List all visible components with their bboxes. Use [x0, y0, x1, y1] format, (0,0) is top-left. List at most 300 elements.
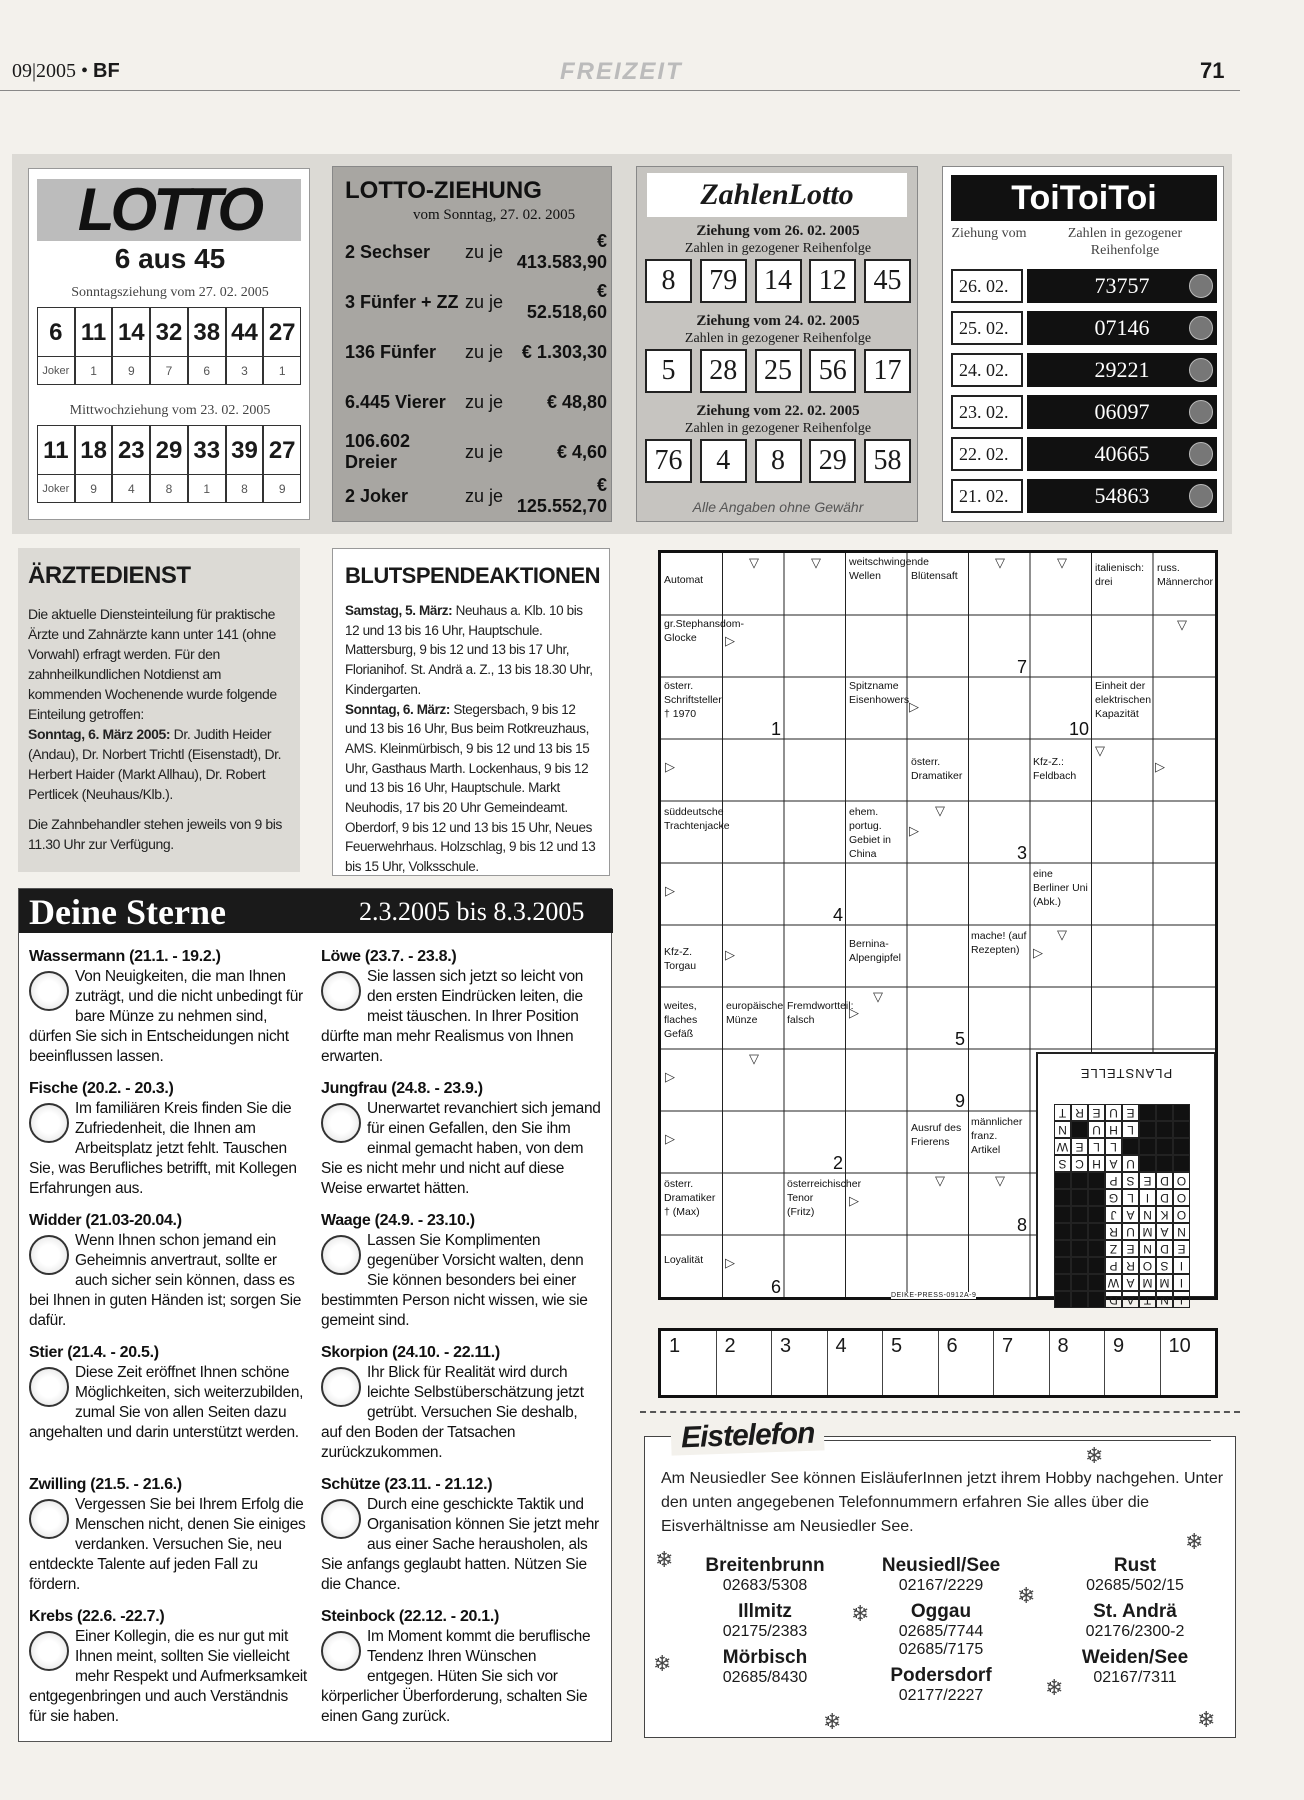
phone-number: 02167/2229 — [898, 1577, 984, 1594]
prize-class: 136 Fünfer — [345, 341, 437, 362]
clue: Spitzname Eisenhowers — [849, 680, 910, 706]
arrow-down-icon: ▽ — [995, 1173, 1005, 1188]
solution-grid-cell: N — [1139, 1206, 1156, 1223]
toi-col-header-date: Ziehung vom — [951, 226, 1027, 241]
solution-grid-cell: E — [1122, 1104, 1139, 1121]
lotto-box — [28, 168, 310, 520]
horoscope-title: Deine Sterne — [29, 892, 226, 932]
eis-intro: Am Neusiedler See können EisläuferInnen jetzt ihrem Hobby nachgehen. Unter den unten angegebenen Telefonnummern erfahren Sie alles über die Eisverhältnisse am Neusiedler See. — [661, 1470, 1224, 1535]
prize-per: zu je — [465, 291, 504, 312]
joker-digit: 3 — [226, 357, 264, 385]
prize-row — [345, 377, 607, 427]
solution-cell[interactable]: 1 — [669, 1335, 681, 1357]
solution-grid-cell: J — [1105, 1206, 1122, 1223]
zodiac-heading: Zwilling (21.5. - 21.6.) — [29, 1476, 182, 1493]
scorpio-icon — [321, 1367, 361, 1407]
solution-grid-cell — [1088, 1257, 1105, 1274]
zodiac-entry — [321, 1079, 601, 1199]
solution-number: 1 — [771, 719, 782, 739]
gemini-icon — [29, 1499, 69, 1539]
solution-grid-cell — [1054, 1189, 1071, 1206]
solution-grid-cell — [1054, 1223, 1071, 1240]
draw1-caption: Sonntagsziehung vom 27. 02. 2005 — [71, 285, 269, 300]
arrow-down-icon: ▽ — [935, 803, 945, 818]
prize-row — [345, 327, 607, 377]
joker-digit: 1 — [188, 475, 226, 503]
place-name: Weiden/See — [1081, 1647, 1189, 1668]
solution-cell[interactable]: 7 — [993, 1331, 1049, 1395]
zodiac-text: Von Neuigkeiten, die man Ihnen zuträgt, und die nicht unbedingt für bare Münze zu nehmen sind, dürfen Sie sich in Entscheidungen nicht beeinflussen lassen. — [29, 968, 303, 1065]
solution-grid-cell: E — [1088, 1104, 1105, 1121]
place-name: Podersdorf — [890, 1665, 992, 1686]
page-number: 71 — [1200, 58, 1225, 83]
solution-cell[interactable]: 5 — [882, 1331, 938, 1395]
clue: österr. Dramatiker — [911, 756, 963, 782]
ziehung-subtitle: vom Sonntag, 27. 02. 2005 — [413, 207, 576, 223]
solution-grid-cell: N — [1054, 1121, 1071, 1138]
zl-number: 8 — [645, 259, 692, 303]
arrow-right-icon: ▷ — [725, 633, 735, 648]
solution-cell[interactable]: 4 — [827, 1331, 883, 1395]
joker-digit: 8 — [226, 475, 264, 503]
solution-grid-cell: U — [1088, 1121, 1105, 1138]
joker-digit: 9 — [75, 475, 113, 503]
lotto-number: 29 — [150, 425, 188, 475]
zahlenlotto-box — [636, 166, 918, 522]
solution-cell[interactable]: 9 — [1104, 1331, 1160, 1395]
solution-cell[interactable]: 10 — [1160, 1331, 1216, 1395]
solution-grid-cell: O — [1173, 1189, 1190, 1206]
clue: eine Berliner Uni (Abk.) — [1033, 868, 1088, 908]
snowflake-icon: ❄ — [1045, 1675, 1064, 1700]
solution-grid-cell: H — [1088, 1155, 1105, 1172]
arrow-right-icon: ▷ — [909, 699, 919, 714]
solution-grid-cell: D — [1156, 1189, 1173, 1206]
snowflake-icon: ❄ — [1197, 1707, 1216, 1732]
clue: russ. Männerchor — [1157, 562, 1214, 588]
zl-number: 25 — [755, 349, 802, 393]
solution-number: 8 — [1017, 1215, 1028, 1235]
solution-grid-cell — [1139, 1138, 1156, 1155]
solution-grid-cell: I — [1173, 1257, 1190, 1274]
solution-grid-cell — [1139, 1104, 1156, 1121]
solution-grid-cell — [1071, 1291, 1088, 1308]
solution-cell[interactable]: 2 — [716, 1331, 772, 1395]
zl-number: 76 — [645, 439, 692, 483]
solution-grid — [1054, 1104, 1190, 1308]
solution-grid-cell — [1122, 1138, 1139, 1155]
place-name: Illmitz — [738, 1601, 792, 1622]
solution-grid-cell — [1071, 1257, 1088, 1274]
prize-amount: € 48,80 — [546, 391, 607, 412]
clue: mache! (auf Rezepten) — [971, 930, 1027, 956]
solution-grid-cell — [1173, 1104, 1190, 1121]
zodiac-text: Einer Kollegin, die es nur gut mit Ihnen meint, sollten Sie vielleicht mehr Respekt und Aufmerksamkeit entgegenbringen und auch Verständnis für sie haben. — [29, 1628, 307, 1725]
prize-class: 6.445 Vierer — [345, 391, 446, 412]
solution-grid-cell: E — [1139, 1172, 1156, 1189]
solution-grid-cell: L — [1105, 1138, 1122, 1155]
solution-grid-cell: O — [1173, 1206, 1190, 1223]
zodiac-heading: Löwe (23.7. - 23.8.) — [321, 948, 457, 965]
toi-row — [951, 479, 1217, 513]
toi-date: 23. 02. — [951, 395, 1023, 429]
place-name: Breitenbrunn — [705, 1555, 825, 1576]
eis-column — [1045, 1555, 1225, 1693]
snowflake-icon: ❄ — [851, 1601, 870, 1626]
phone-number: 02177/2227 — [898, 1687, 984, 1704]
solution-grid-cell: A — [1105, 1155, 1122, 1172]
aquarius-icon — [29, 971, 69, 1011]
place-name: Rust — [1113, 1555, 1157, 1576]
zl-draw-numbers — [645, 259, 911, 303]
toi-date: 26. 02. — [951, 269, 1023, 303]
solution-grid-cell: N — [1173, 1223, 1190, 1240]
solution-number: 10 — [1069, 719, 1090, 739]
solution-cell[interactable]: 3 — [771, 1331, 827, 1395]
zl-number: 8 — [755, 439, 802, 483]
solution-grid-cell: H — [1105, 1121, 1122, 1138]
zodiac-heading: Widder (21.03-20.04.) — [29, 1212, 182, 1229]
zodiac-entry — [29, 1211, 309, 1331]
solution-number: 6 — [771, 1277, 782, 1297]
solution-grid-cell: S — [1122, 1172, 1139, 1189]
clue: Automat — [664, 574, 704, 586]
joker-digit: 9 — [112, 357, 150, 385]
solution-grid-cell: I — [1173, 1291, 1190, 1308]
solution-grid-cell: E — [1071, 1138, 1088, 1155]
solution-grid-cell: I — [1173, 1274, 1190, 1291]
clue: Kfz-Z. Torgau — [664, 946, 697, 972]
solution-cell[interactable]: 6 — [938, 1331, 994, 1395]
prize-class: 3 Fünfer + ZZ — [345, 291, 459, 312]
solution-grid-cell: D — [1105, 1291, 1122, 1308]
solution-grid-cell: A — [1122, 1291, 1139, 1308]
lotto-number: 33 — [188, 425, 226, 475]
clue: Fremdwortteil: falsch — [787, 1000, 854, 1026]
place-name: Oggau — [910, 1601, 972, 1622]
phone-number: 02685/8430 — [722, 1669, 808, 1686]
toi-row — [951, 269, 1217, 303]
solution-grid-cell: A — [1156, 1223, 1173, 1240]
toi-number: 54863 — [1027, 479, 1217, 513]
solution-grid-cell: U — [1105, 1104, 1122, 1121]
prize-per: zu je — [465, 485, 504, 506]
clue: männlicher franz. Artikel — [971, 1116, 1023, 1156]
solution-grid-cell: W — [1105, 1274, 1122, 1291]
solution-number: 4 — [833, 905, 844, 925]
lotto-number: 27 — [263, 307, 301, 357]
aerztedienst-section — [18, 548, 300, 872]
solution-grid-cell — [1071, 1172, 1088, 1189]
clue: europäische Münze — [726, 1000, 784, 1026]
cancer-icon — [29, 1631, 69, 1671]
arrow-down-icon: ▽ — [749, 1051, 759, 1066]
solution-number: 3 — [1017, 843, 1028, 863]
joker-label: Joker — [37, 475, 75, 503]
libra-icon — [321, 1235, 361, 1275]
toi-row — [951, 311, 1217, 345]
snowflake-icon: ❄ — [823, 1709, 842, 1734]
prize-per: zu je — [465, 391, 504, 412]
zodiac-entry — [29, 1079, 309, 1199]
zodiac-text: Unerwartet revanchiert sich jemand für einen Gefallen, den Sie ihm einmal gemacht haben, von dem Sie es nicht mehr und nicht auf diese Weise erwartet hätten. — [321, 1100, 601, 1197]
lotto-subtitle: 6 aus 45 — [114, 243, 226, 274]
clue: Loyalität — [664, 1254, 704, 1266]
clue: Einheit der elektrischen Kapazität — [1095, 680, 1152, 720]
prize-row — [345, 427, 607, 477]
zodiac-entry — [321, 1607, 601, 1727]
aerzte-title: ÄRZTEDIENST — [28, 562, 191, 589]
zodiac-entry — [29, 1343, 309, 1443]
solution-grid-cell — [1071, 1223, 1088, 1240]
solution-grid-cell: R — [1122, 1257, 1139, 1274]
solution-grid-cell: U — [1122, 1223, 1139, 1240]
zl-number: 58 — [864, 439, 911, 483]
draw1-numbers — [37, 307, 301, 357]
zl-number: 56 — [809, 349, 856, 393]
solution-grid-cell — [1173, 1121, 1190, 1138]
arrow-right-icon: ▷ — [665, 883, 675, 898]
lotto-number: 11 — [37, 425, 75, 475]
solution-grid-cell: K — [1156, 1206, 1173, 1223]
solution-grid-cell: W — [1054, 1138, 1071, 1155]
zl-draw-caption: Ziehung vom 22. 02. 2005 Zahlen in gezogener Reihenfolge — [684, 403, 872, 436]
phone-number: 02683/5308 — [722, 1577, 808, 1594]
eis-column — [851, 1555, 1031, 1711]
arrow-down-icon: ▽ — [1095, 743, 1105, 758]
zl-number: 28 — [700, 349, 747, 393]
prize-row — [345, 227, 607, 277]
zl-number: 17 — [864, 349, 911, 393]
zodiac-entry — [29, 947, 309, 1067]
zl-number: 14 — [755, 259, 802, 303]
clue: ehem. portug. Gebiet in China — [849, 806, 892, 860]
solution-grid-cell: E — [1122, 1240, 1139, 1257]
phone-number: 02685/502/15 — [1086, 1577, 1184, 1594]
joker-digit: 9 — [263, 475, 301, 503]
lotto-number: 18 — [75, 425, 113, 475]
previous-solution — [1036, 1048, 1216, 1307]
zl-number: 29 — [809, 439, 856, 483]
solution-grid-cell — [1156, 1155, 1173, 1172]
zodiac-text: Im familiären Kreis finden Sie die Zufriedenheit, die Ihnen am Arbeitsplatz jetzt fehlt. Tauschen Sie, was Berufliches betrifft, mit Kollegen Erfahrungen aus. — [29, 1100, 297, 1197]
solution-grid-cell: M — [1156, 1274, 1173, 1291]
toi-number: 40665 — [1027, 437, 1217, 471]
clue: Bernina-Alpengipfel — [849, 938, 901, 964]
clue: österreichischer Tenor (Fritz) — [787, 1178, 862, 1218]
solution-grid-cell — [1173, 1138, 1190, 1155]
lotto-number: 39 — [226, 425, 264, 475]
zl-number: 45 — [864, 259, 911, 303]
clue: österr. Dramatiker † (Max) — [664, 1178, 716, 1218]
prize-amount: € 413.583,90 — [516, 231, 607, 272]
prize-class: 2 Joker — [345, 485, 409, 506]
solution-grid-cell — [1071, 1240, 1088, 1257]
aerzte-hours: Die Zahnbehandler stehen jeweils von 9 bis 11.30 Uhr zur Verfügung. — [28, 816, 283, 852]
zodiac-entry — [321, 1343, 601, 1463]
solution-grid-cell — [1088, 1240, 1105, 1257]
toi-date: 24. 02. — [951, 353, 1023, 387]
snowflake-icon: ❄ — [653, 1651, 672, 1676]
arrow-right-icon: ▷ — [1033, 945, 1043, 960]
zl-draw-numbers — [645, 349, 911, 393]
clue: süddeutsche Trachtenjacke — [664, 806, 730, 832]
arrow-down-icon: ▽ — [749, 555, 759, 570]
luck-icon — [1189, 400, 1213, 424]
solution-grid-cell — [1173, 1155, 1190, 1172]
leo-icon — [321, 971, 361, 1011]
lotto-logo: LOTTO — [37, 179, 301, 241]
zodiac-text: Wenn Ihnen schon jemand ein Geheimnis anvertraut, sollte er auch sicher sein können, dass es bei Ihnen in guten Händen ist; sorgen Sie dafür. — [29, 1232, 302, 1329]
solution-grid-cell: P — [1105, 1257, 1122, 1274]
phone-number: 02685/7744 — [898, 1623, 984, 1640]
solution-grid-cell: S — [1156, 1257, 1173, 1274]
luck-icon — [1189, 442, 1213, 466]
toi-number: 73757 — [1027, 269, 1217, 303]
arrow-right-icon: ▷ — [665, 759, 675, 774]
arrow-right-icon: ▷ — [849, 1193, 859, 1208]
prize-amount: € 125.552,70 — [516, 475, 607, 516]
toi-date: 25. 02. — [951, 311, 1023, 345]
horoscope-section — [18, 888, 612, 1742]
taurus-icon — [29, 1367, 69, 1407]
header-rule — [0, 90, 1240, 91]
toi-date: 21. 02. — [951, 479, 1023, 513]
eis-column — [675, 1555, 855, 1693]
toi-row — [951, 395, 1217, 429]
draw2-joker — [37, 475, 301, 503]
zodiac-heading: Fische (20.2. - 20.3.) — [29, 1080, 174, 1097]
prize-amount: € 1.303,30 — [521, 341, 607, 362]
eis-title: Eistelefon — [670, 1416, 824, 1455]
solution-grid-cell: U — [1122, 1155, 1139, 1172]
zodiac-entry — [321, 947, 601, 1067]
prize-per: zu je — [465, 341, 504, 362]
blut-title: BLUTSPENDEAKTIONEN — [345, 563, 601, 588]
zodiac-entry — [29, 1475, 309, 1595]
solution-number: 2 — [833, 1153, 844, 1173]
solution-grid-cell — [1088, 1206, 1105, 1223]
issue-label: 09|2005 • BF — [12, 60, 120, 82]
snowflake-icon: ❄ — [1085, 1443, 1104, 1468]
arrow-down-icon: ▽ — [873, 989, 883, 1004]
luck-icon — [1189, 316, 1213, 340]
capricorn-icon — [321, 1631, 361, 1671]
solution-grid-cell: Z — [1105, 1240, 1122, 1257]
toi-number: 29221 — [1027, 353, 1217, 387]
clue: weitschwingende Wellen — [849, 556, 929, 582]
solution-grid-cell: L — [1088, 1138, 1105, 1155]
solution-grid-cell — [1054, 1240, 1071, 1257]
toitoitoi-logo: ToiToiToi — [951, 175, 1217, 221]
snowflake-icon: ❄ — [1017, 1583, 1036, 1608]
zodiac-text: Im Moment kommt die beruflische Tendenz Ihren Wünschen entgegen. Hüten Sie sich vor körperlicher Überforderung, schalten Sie einen Gang zurück. — [321, 1628, 591, 1725]
phone-number: 02685/7175 — [898, 1641, 984, 1658]
lotto-number: 11 — [75, 307, 113, 357]
toitoitoi-box — [942, 166, 1224, 522]
arrow-down-icon: ▽ — [995, 555, 1005, 570]
prize-per: zu je — [465, 441, 504, 462]
solution-grid-cell: E — [1173, 1240, 1190, 1257]
solution-grid-cell: P — [1105, 1172, 1122, 1189]
solution-grid-cell: D — [1156, 1240, 1173, 1257]
solution-word: PLANSTELLE — [1079, 1066, 1173, 1081]
blut-saturday: Samstag, 5. März: Neuhaus a. Klb. 10 bis 12 und 13 bis 16 Uhr, Hauptschule. Mattersburg, 9 bis 12 und 13 bis 17 Uhr, Florianihof. St. Andrä a. Z., 13 bis 18.30 Uhr, Kindergarten. — [345, 603, 593, 697]
zl-number: 4 — [700, 439, 747, 483]
arrow-down-icon: ▽ — [935, 1173, 945, 1188]
solution-grid-cell — [1071, 1274, 1088, 1291]
lotto-number: 23 — [112, 425, 150, 475]
solution-grid-cell: D — [1156, 1172, 1173, 1189]
toi-number: 07146 — [1027, 311, 1217, 345]
toi-number: 06097 — [1027, 395, 1217, 429]
arrow-right-icon: ▷ — [1155, 759, 1165, 774]
solution-grid-cell: S — [1054, 1155, 1071, 1172]
solution-cell[interactable]: 8 — [1049, 1331, 1105, 1395]
toi-col-header-numbers: Zahlen in gezogener Reihenfolge — [1067, 226, 1183, 258]
solution-grid-cell — [1054, 1274, 1071, 1291]
clue: Ausruf des Frierens — [911, 1122, 962, 1148]
solution-grid-cell: N — [1139, 1240, 1156, 1257]
zodiac-heading: Steinbock (22.12. - 20.1.) — [321, 1608, 500, 1625]
zodiac-text: Vergessen Sie bei Ihrem Erfolg die Menschen nicht, denen Sie einiges verdanken. Versuchen Sie, neu entdeckte Talente auf jeden Fall zu fördern. — [29, 1496, 306, 1593]
solution-number: 5 — [955, 1029, 966, 1049]
solution-grid-cell: L — [1122, 1189, 1139, 1206]
solution-grid-cell — [1088, 1189, 1105, 1206]
solution-grid-cell — [1054, 1206, 1071, 1223]
cut-line — [640, 1411, 1240, 1413]
blut-sunday: Sonntag, 6. März: Stegersbach, 9 bis 12 und 13 bis 16 Uhr, Bus beim Rotkreuzhaus, AMS. Kleinmürbisch, 9 bis 12 und 13 bis 15 Uhr, Gasthaus Marth. Lockenhaus, 9 bis 12 und 13 bis 16 Uhr, Hauptschule. Markt Neuhodis, 17 bis 20 Uhr Gemeindeamt. Oberdorf, 9 bis 12 und 13 bis 15 Uhr, Neues Feuerwehrhaus. Holzschlag, 9 bis 12 und 13 bis 15 Uhr, Volksschule. — [345, 701, 596, 875]
place-name: St. Andrä — [1093, 1601, 1177, 1622]
solution-grid-cell — [1054, 1291, 1071, 1308]
joker-digit: 7 — [150, 357, 188, 385]
zodiac-entry — [321, 1475, 601, 1595]
zodiac-heading: Schütze (23.11. - 21.12.) — [321, 1476, 493, 1493]
zodiac-text: Diese Zeit eröffnet Ihnen schöne Möglichkeiten, sich weiterzubilden, zumal Sie von allen Seiten dazu angehalten und darin unterstützt werden. — [29, 1364, 304, 1441]
prize-row — [345, 277, 607, 327]
arrow-right-icon: ▷ — [909, 823, 919, 838]
zodiac-heading: Waage (24.9. - 23.10.) — [321, 1212, 475, 1229]
prize-row — [345, 471, 607, 521]
zodiac-text: Lassen Sie Komplimenten gegenüber Vorsicht walten, denn Sie können besonders bei einer bestimmten Person nicht wissen, wie sie gemeint sind. — [321, 1232, 588, 1329]
solution-grid-cell — [1088, 1274, 1105, 1291]
solution-grid-cell — [1156, 1121, 1173, 1138]
zl-number: 5 — [645, 349, 692, 393]
zodiac-heading: Wassermann (21.1. - 19.2.) — [29, 948, 221, 965]
zahlenlotto-logo: ZahlenLotto — [647, 173, 907, 217]
blutspende-section — [332, 548, 610, 876]
solution-grid-cell: A — [1122, 1274, 1139, 1291]
solution-grid-cell: G — [1105, 1189, 1122, 1206]
zl-draw-caption: Ziehung vom 24. 02. 2005 Zahlen in gezogener Reihenfolge — [684, 313, 872, 346]
toi-row — [951, 437, 1217, 471]
clue: weites, flaches Gefäß — [664, 1000, 698, 1040]
solution-grid-cell — [1088, 1291, 1105, 1308]
arrow-right-icon: ▷ — [665, 1069, 675, 1084]
zodiac-heading: Jungfrau (24.8. - 23.9.) — [321, 1080, 483, 1097]
phone-number: 02175/2383 — [722, 1623, 808, 1640]
place-name: Mörbisch — [722, 1647, 808, 1668]
zl-draw-caption: Ziehung vom 26. 02. 2005 Zahlen in gezogener Reihenfolge — [684, 223, 872, 256]
horoscope-header — [19, 889, 613, 933]
solution-grid-cell — [1156, 1138, 1173, 1155]
solution-grid-cell — [1139, 1121, 1156, 1138]
virgo-icon — [321, 1103, 361, 1143]
solution-grid-cell — [1071, 1189, 1088, 1206]
zodiac-heading: Skorpion (24.10. - 22.11.) — [321, 1344, 500, 1361]
toi-date: 22. 02. — [951, 437, 1023, 471]
zodiac-entry — [321, 1211, 601, 1331]
